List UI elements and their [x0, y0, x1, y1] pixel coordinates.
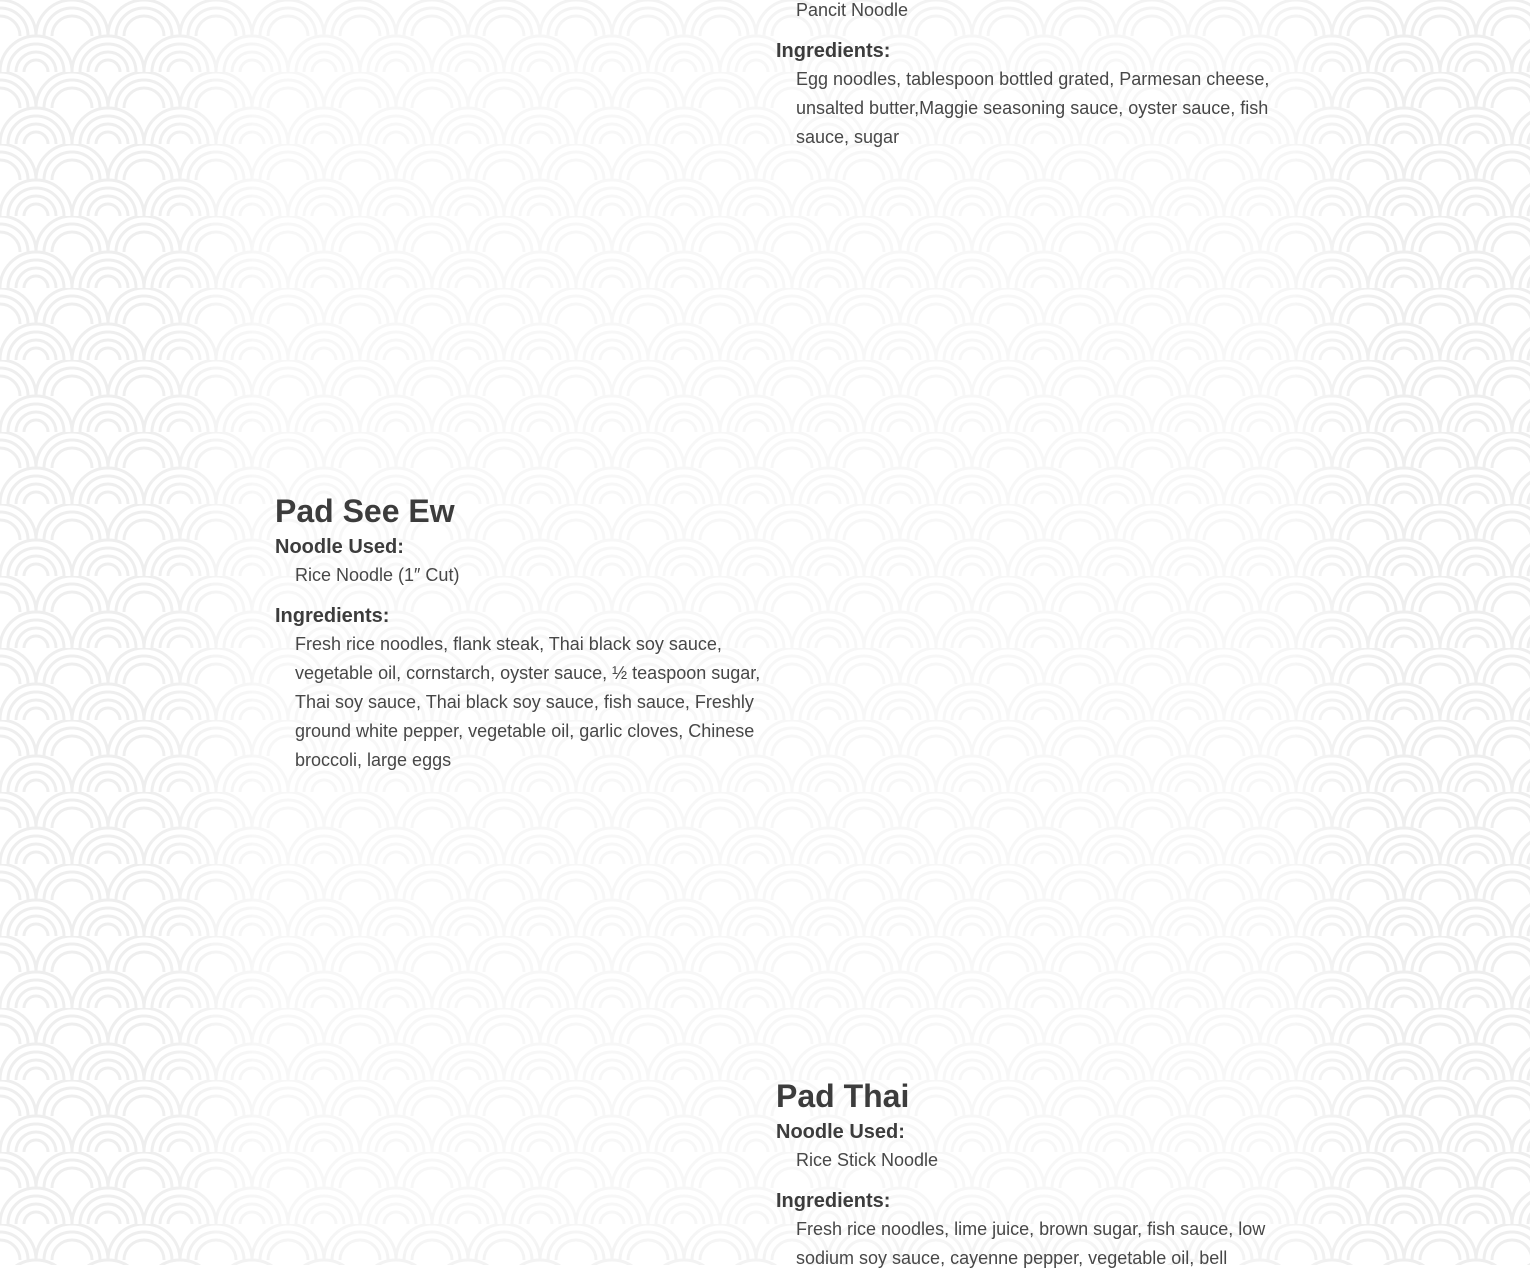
noodle-used-label: Noodle Used:: [275, 536, 404, 558]
noodle-used-value: Rice Noodle (1″ Cut): [295, 565, 460, 585]
noodle-used-value: Pancit Noodle: [796, 0, 909, 20]
ingredients-label: Ingredients:: [275, 605, 390, 627]
recipe-pad-see-ew: [275, 491, 785, 775]
ingredients-value: Fresh rice noodles, lime juice, brown sugar, fish sauce, low sodium soy sauce, cayenne pepper, vegetable oil, bell: [796, 1219, 1266, 1268]
ingredients-label: Ingredients:: [776, 1190, 891, 1212]
noodle-used-value: Rice Stick Noodle: [796, 1150, 939, 1170]
noodle-used-label: Noodle Used:: [776, 1121, 905, 1143]
recipe-title: Pad See Ew: [275, 493, 455, 529]
ingredients-value: Fresh rice noodles, flank steak, Thai black soy sauce, vegetable oil, cornstarch, oyster sauce, ½ teaspoon sugar, Thai soy sauce, Thai black soy sauce, fish sauce, Freshly ground white pepper, vegetable oil, garlic cloves, Chinese broccoli, large eggs: [295, 634, 761, 770]
recipe-title: Pad Thai: [776, 1078, 910, 1114]
recipe-pancit: [776, 0, 1286, 152]
ingredients-value: Egg noodles, tablespoon bottled grated, Parmesan cheese, unsalted butter,Maggie seasoning sauce, oyster sauce, fish sauce, sugar: [796, 69, 1270, 147]
ingredients-label: Ingredients:: [776, 40, 891, 62]
recipe-pad-thai: [776, 1076, 1286, 1273]
